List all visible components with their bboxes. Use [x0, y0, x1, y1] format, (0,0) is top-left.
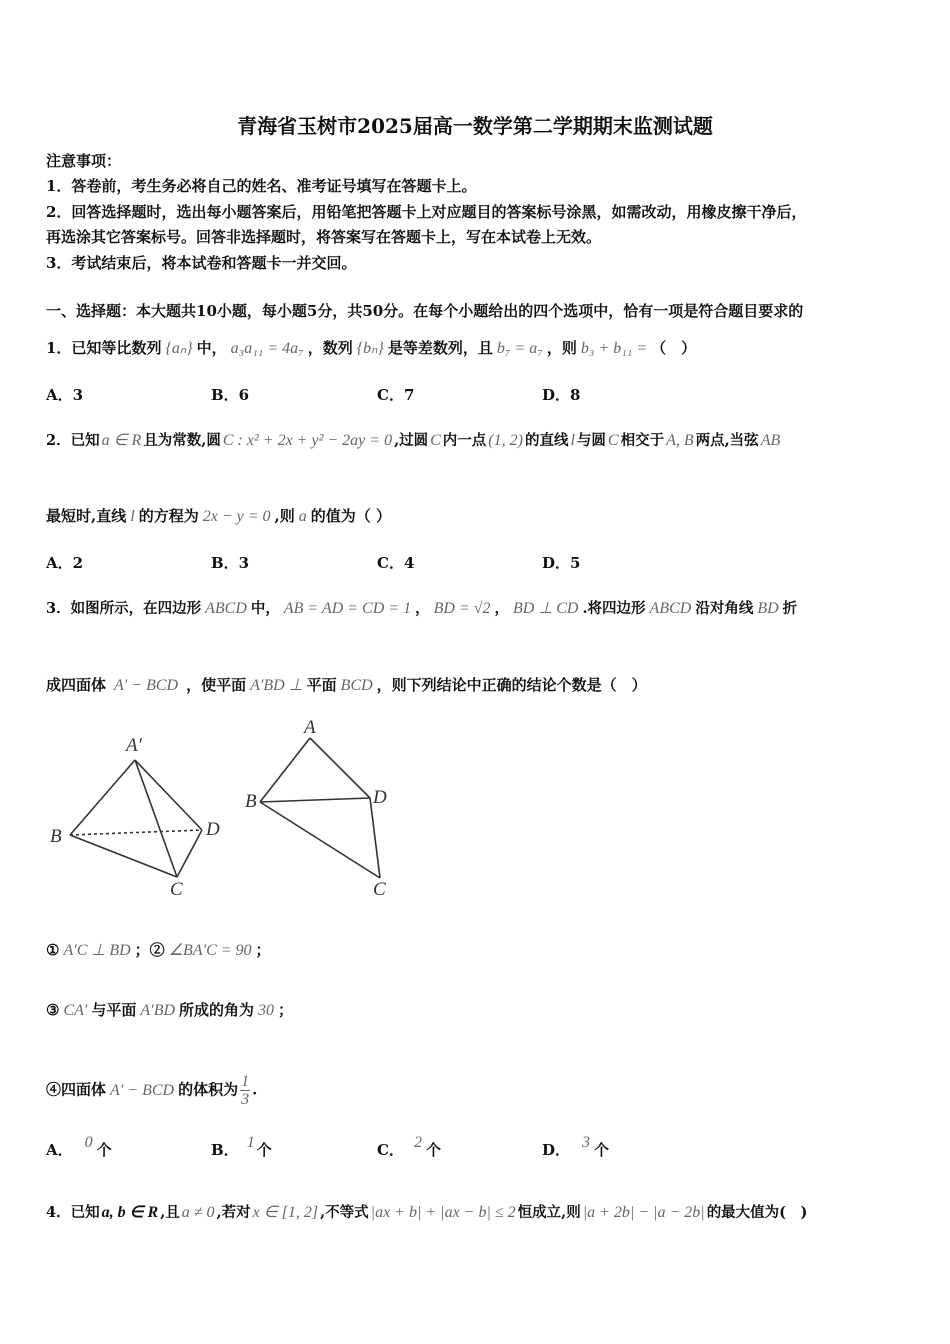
- q2-option-d: D．5: [542, 554, 581, 572]
- q3-text: ，使平面: [186, 676, 247, 694]
- q2-math: C: [430, 432, 441, 449]
- q4-text: 4．已知: [46, 1204, 100, 1221]
- option-unit: 个: [425, 1141, 441, 1159]
- edge-a-d: [135, 760, 202, 830]
- q3-text: ③: [46, 1001, 60, 1019]
- q1-text: 是等差数列，且: [387, 339, 493, 357]
- q2-text: 与圆: [576, 432, 606, 449]
- vertex-label-b: B: [50, 826, 62, 847]
- option-value: 2: [413, 1134, 422, 1151]
- q4-math: |ax + b| + |ax − b| ≤ 2: [370, 1204, 516, 1221]
- edge-d-c: [177, 830, 202, 877]
- edge-a-b: [260, 738, 310, 802]
- edge-b-d-hidden: [70, 830, 202, 835]
- q3-math: A′BD: [140, 1002, 176, 1019]
- q3-text: .: [252, 1080, 258, 1099]
- q2-text: ,则: [274, 507, 295, 525]
- q2-math: AB: [760, 432, 781, 449]
- option-label: B．: [211, 1141, 239, 1159]
- q3-option-d: [542, 1134, 610, 1161]
- q3-text: ①: [46, 941, 60, 959]
- question-1: [46, 338, 696, 359]
- q3-math: A′BD ⊥: [250, 677, 303, 694]
- page-title: 青海省玉树市2025届高一数学第二学期期末监测试题: [237, 114, 713, 138]
- q3-math: ABCD: [649, 600, 692, 617]
- q2-math: 2x − y = 0: [202, 508, 271, 525]
- vertex-label-d: D: [206, 819, 220, 840]
- q4-text: ,若对: [216, 1204, 251, 1221]
- option-value: 0: [84, 1134, 93, 1151]
- edge-a-c: [135, 760, 177, 877]
- vertex-label-c: C: [373, 879, 386, 900]
- q2-text: ,过圆: [394, 432, 429, 449]
- q2-text: 内一点: [442, 432, 487, 449]
- option-value: 3: [582, 1134, 591, 1151]
- q3-text: 中，: [250, 600, 280, 617]
- q3-option-a: [46, 1134, 112, 1161]
- q3-math: AB = AD = CD = 1: [283, 600, 412, 617]
- option-label: A．: [46, 1141, 73, 1159]
- q4-math: x ∈ [1, 2]: [252, 1204, 319, 1221]
- q1-text: 中，: [196, 339, 227, 357]
- q4-text: ,不等式: [320, 1204, 369, 1221]
- fraction-one-third: [240, 1073, 250, 1108]
- question-4: [46, 1203, 807, 1223]
- question-2-line2: [46, 506, 391, 527]
- tetrahedron-figure: [40, 715, 420, 900]
- q3-text: 所成的角为: [179, 1001, 255, 1019]
- question-2: [46, 431, 782, 451]
- q1-option-b: B．6: [211, 386, 250, 404]
- q2-option-a: A．2: [46, 554, 84, 572]
- q3-math: 30: [258, 1002, 275, 1019]
- notice-item: 1．答卷前，考生务必将自己的姓名、准考证号填写在答题卡上。: [46, 177, 477, 195]
- q4-text: ,且: [160, 1204, 180, 1221]
- q2-text: 且为常数,圆: [143, 432, 221, 449]
- q3-math: A′C ⊥ BD: [63, 942, 131, 959]
- q4-text: 的最大值为( ): [706, 1204, 808, 1221]
- q2-math: C: [607, 432, 619, 449]
- q1-text: （ ）: [651, 339, 697, 357]
- q3-statement-4: [46, 1073, 257, 1108]
- notice-item: 2．回答选择题时，选出每小题答案后，用铅笔把答题卡上对应题目的答案标号涂黑，如需改动，用橡皮擦干净后，: [46, 203, 807, 221]
- edge-a-d: [310, 738, 370, 798]
- q3-option-b: [211, 1134, 272, 1161]
- q3-text: 成四面体: [46, 676, 107, 694]
- option-unit: 个: [594, 1141, 610, 1159]
- q3-math: A′ − BCD: [110, 1081, 175, 1099]
- option-value: 1: [246, 1134, 255, 1151]
- vertex-label-a-prime: A′: [126, 735, 142, 756]
- q1-math: {aₙ}: [165, 340, 193, 357]
- q3-math: BD ⊥ CD: [512, 600, 579, 617]
- edge-b-c: [260, 802, 380, 878]
- q2-math: a: [298, 508, 307, 525]
- q1-math: a₃a₁₁ = 4a₇: [230, 340, 304, 357]
- q3-math: ABCD: [205, 600, 247, 617]
- q2-text: 最短时,直线: [46, 507, 127, 525]
- q2-text: 两点,当弦: [695, 432, 759, 449]
- q2-math: C : x² + 2x + y² − 2ay = 0: [222, 432, 393, 449]
- q4-text: 恒成立,则: [517, 1204, 581, 1221]
- q2-text: 的方程为: [138, 507, 199, 525]
- q4-math: a, b ∈ R: [101, 1204, 159, 1221]
- q3-text: ；②: [134, 941, 165, 959]
- q1-option-d: D．8: [542, 386, 581, 404]
- edge-a-b: [70, 760, 135, 835]
- notice-heading: 注意事项：: [46, 152, 122, 170]
- q2-math: l: [570, 432, 575, 449]
- q3-text: ，则下列结论中正确的结论个数是（ ）: [376, 676, 647, 694]
- q1-math: b₇ = a₇: [496, 340, 543, 357]
- q1-math: {bₙ}: [356, 340, 384, 357]
- q4-math: a ≠ 0: [181, 1204, 215, 1221]
- q3-math: BCD: [340, 677, 373, 694]
- option-unit: 个: [96, 1141, 112, 1159]
- q2-option-b: B．3: [211, 554, 250, 572]
- question-3-line2: [46, 675, 647, 696]
- fraction-numerator: 1: [241, 1073, 250, 1090]
- q3-text: 沿对角线: [695, 600, 754, 617]
- q3-text: 平面: [306, 676, 337, 694]
- q3-text: 与平面: [91, 1001, 137, 1019]
- vertex-label-b: B: [245, 791, 257, 812]
- q1-text: ，则: [546, 339, 577, 357]
- q3-text: 的体积为: [178, 1080, 239, 1099]
- q3-math: ∠BA′C = 90: [168, 942, 252, 959]
- q3-math: A′ − BCD: [114, 677, 179, 694]
- q4-math: |a + 2b| − |a − 2b|: [582, 1204, 705, 1221]
- q3-math: BD: [757, 600, 779, 617]
- q1-text: ，数列: [307, 339, 353, 357]
- option-unit: 个: [256, 1141, 272, 1159]
- edge-b-d: [260, 798, 370, 802]
- q1-option-c: C．7: [377, 386, 415, 404]
- q2-text: 的值为（ ）: [310, 507, 391, 525]
- q3-text: ，: [415, 600, 430, 617]
- edge-d-c: [370, 798, 380, 878]
- q1-text: 1．已知等比数列: [46, 339, 162, 357]
- q2-math: (1, 2): [488, 432, 523, 449]
- q3-math: BD = √2: [433, 600, 491, 617]
- q2-math: a ∈ R: [101, 432, 142, 449]
- option-label: C．: [377, 1141, 404, 1159]
- q2-text: 相交于: [620, 432, 665, 449]
- q3-text: ；: [255, 941, 271, 959]
- q2-text: 2．已知: [46, 432, 100, 449]
- vertex-label-d: D: [373, 787, 387, 808]
- q2-text: 的直线: [524, 432, 569, 449]
- q3-text: ④四面体: [46, 1080, 107, 1099]
- q3-math: CA′: [63, 1002, 88, 1019]
- q2-math: l: [130, 508, 135, 525]
- vertex-label-a: A: [304, 717, 316, 738]
- q1-option-a: A．3: [46, 386, 84, 404]
- q1-math: b₃ + b₁₁ =: [580, 340, 648, 357]
- notice-item: 再选涂其它答案标号。回答非选择题时，将答案写在答题卡上，写在本试卷上无效。: [46, 228, 602, 246]
- vertex-label-c: C: [170, 879, 183, 900]
- option-label: D．: [542, 1141, 571, 1159]
- q3-text: ，: [494, 600, 509, 617]
- q3-text: .将四边形: [582, 600, 646, 617]
- q2-option-c: C．4: [377, 554, 415, 572]
- q3-statement-1-2: [46, 940, 271, 961]
- fraction-denominator: 3: [241, 1091, 250, 1108]
- q3-statement-3: [46, 1000, 293, 1021]
- q3-text: ；: [278, 1001, 294, 1019]
- q3-text: 3．如图所示，在四边形: [46, 600, 202, 617]
- notice-item: 3．考试结束后，将本试卷和答题卡一并交回。: [46, 254, 357, 272]
- question-3: [46, 599, 797, 619]
- q3-option-c: [377, 1134, 441, 1161]
- q3-text: 折: [782, 600, 798, 617]
- q2-math: A, B: [666, 432, 694, 449]
- section-heading: 一、选择题：本大题共10小题，每小题5分，共50分。在每个小题给出的四个选项中，恰有一项是符合题目要求的: [46, 302, 804, 320]
- edge-b-c: [70, 835, 177, 877]
